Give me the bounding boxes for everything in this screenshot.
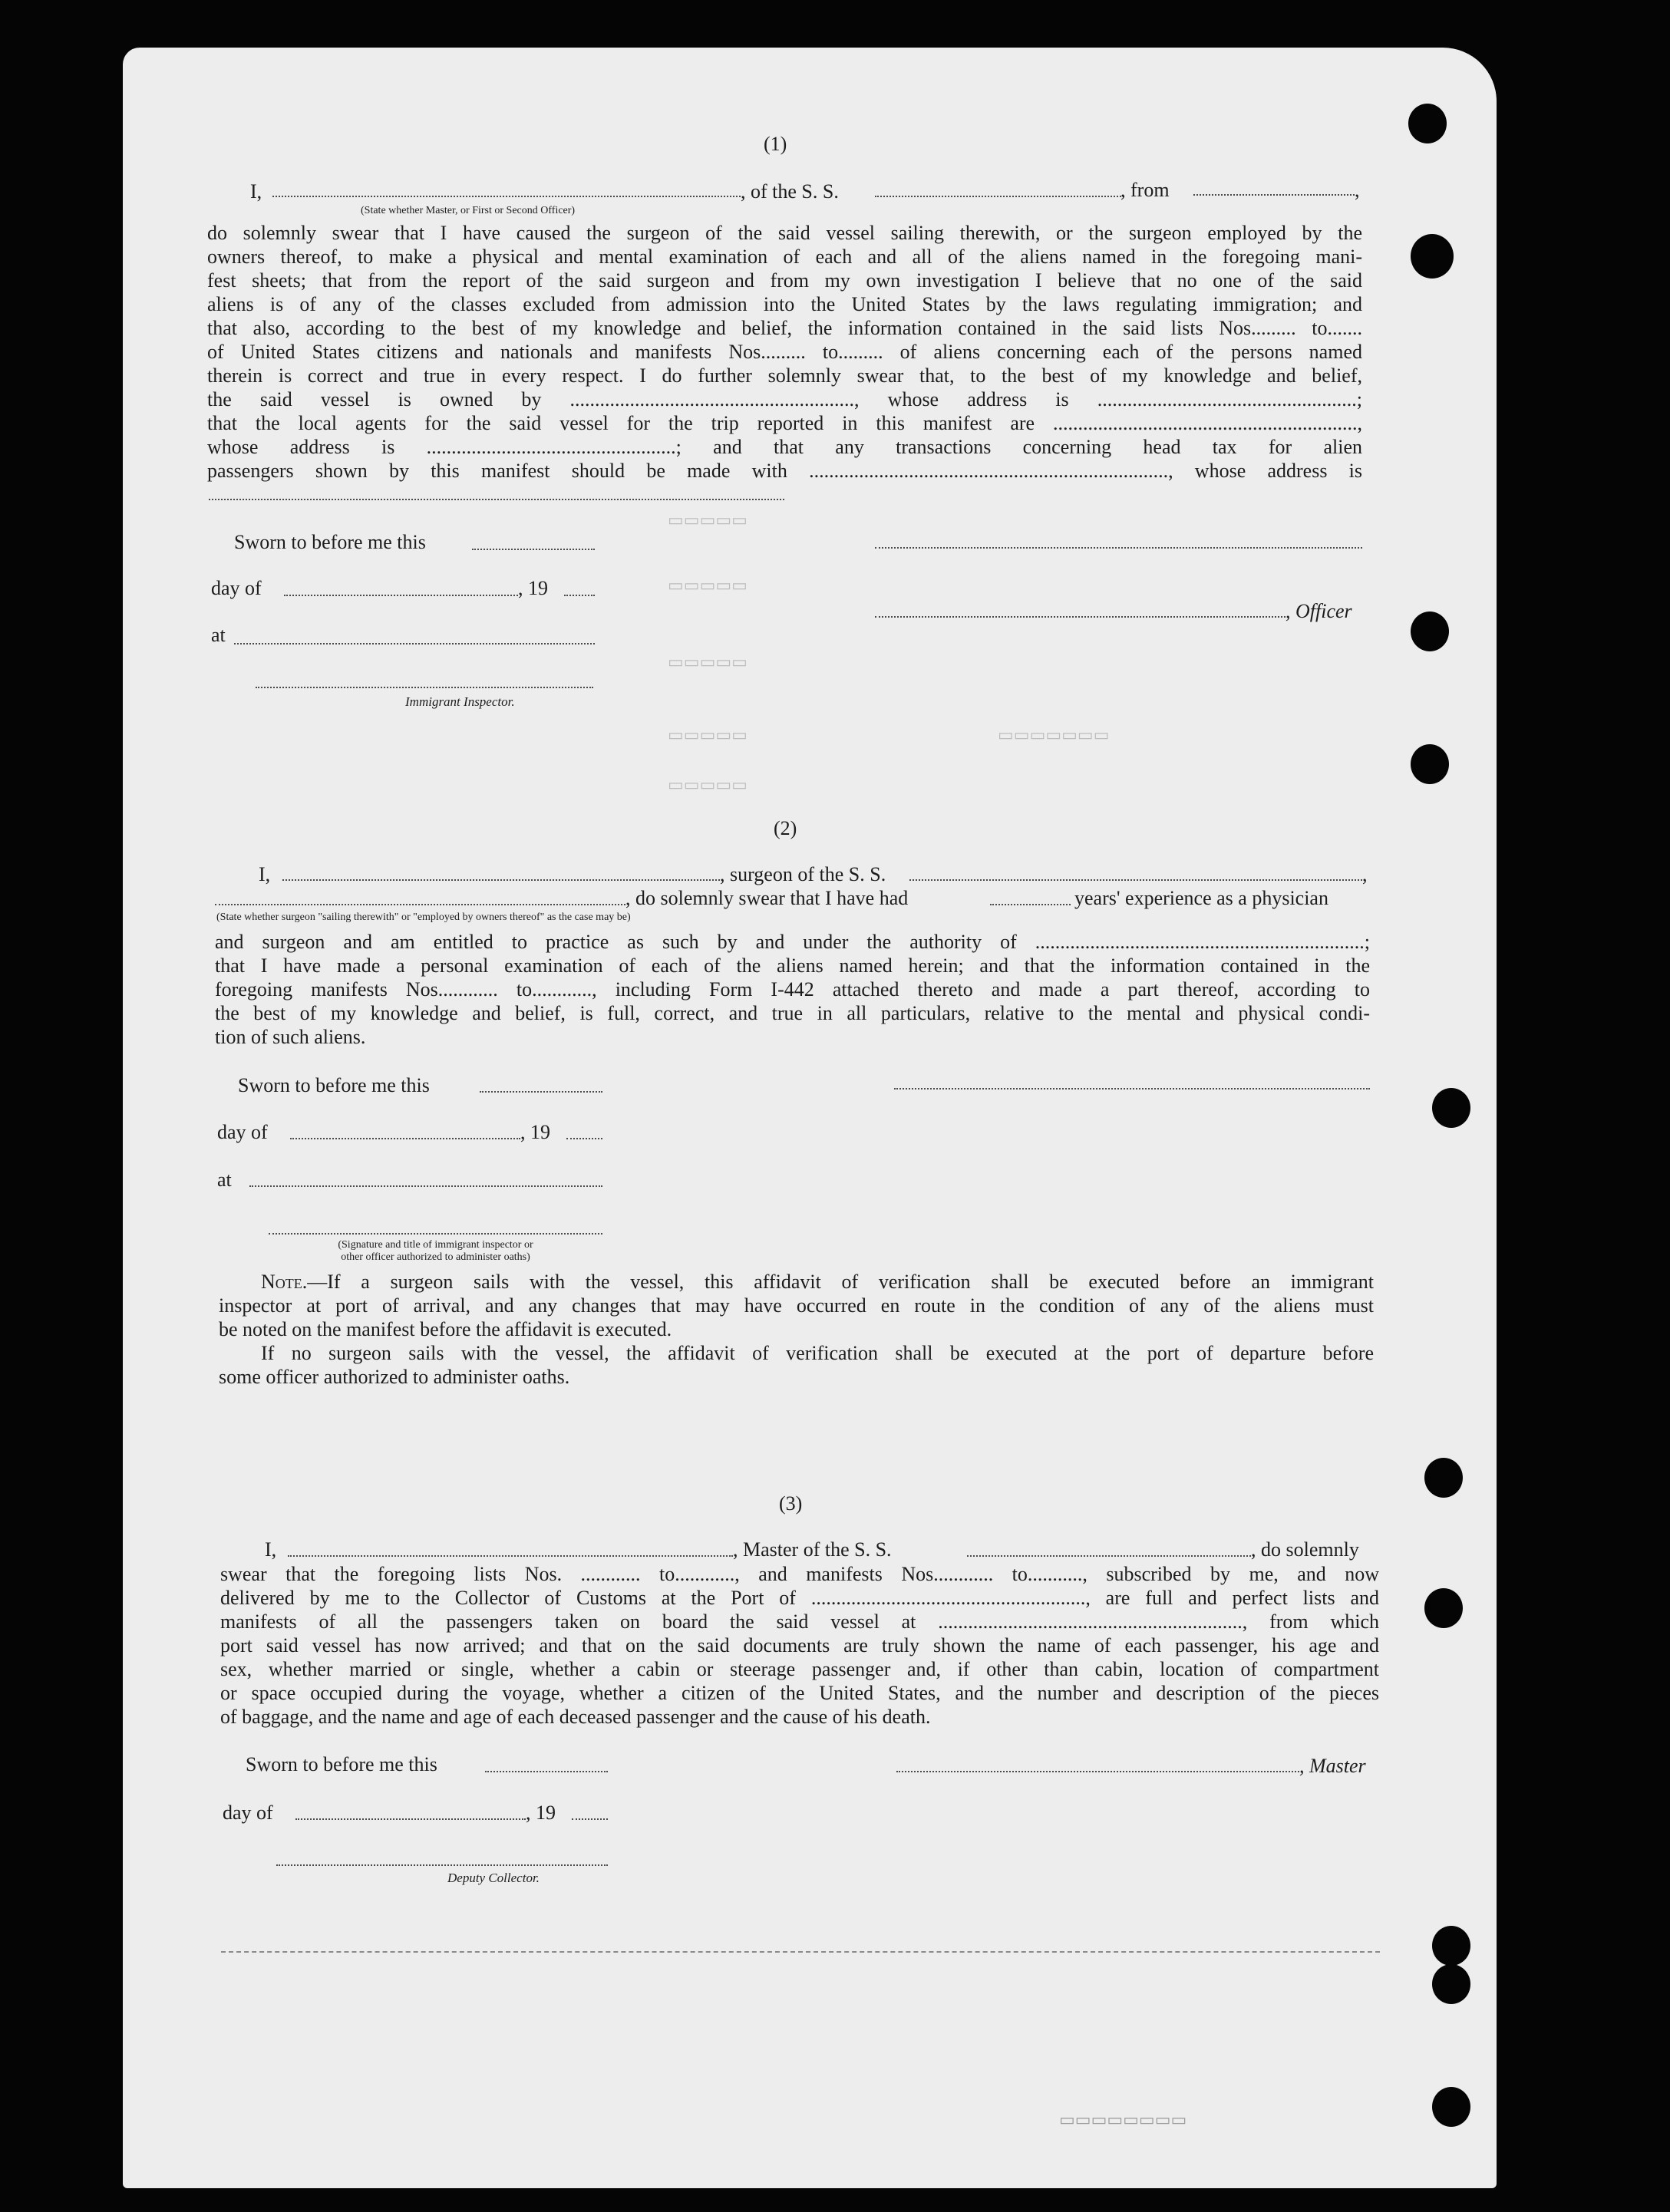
surgeon-ship-field[interactable]	[909, 879, 1362, 881]
note-text: —If a surgeon sails with the vessel, this affidavit of verification shall be executed before an immigrant	[307, 1271, 1374, 1293]
day-of-month-field[interactable]	[295, 1818, 526, 1820]
punch-hole	[1424, 1458, 1463, 1498]
surgeon-name-field[interactable]	[282, 879, 720, 881]
body-line: aliens is of any of the classes excluded from admission into the United States by the laws regulating immigration; and	[207, 293, 1362, 315]
punch-hole	[1432, 1088, 1470, 1128]
of-ss-label: , of the S. S.	[741, 180, 839, 203]
master-of-ss-label: , Master of the S. S.	[733, 1538, 892, 1561]
year-field[interactable]	[566, 1138, 602, 1139]
section-2-number: (2)	[774, 817, 797, 839]
sworn-label: Sworn to before me this	[234, 531, 426, 553]
bleed-through-mark: ▭▭▭▭▭	[668, 775, 748, 794]
body-line: port said vessel has now arrived; and that on the said documents are truly shown the name of each passenger, his age and	[220, 1634, 1379, 1657]
body-line: or space occupied during the voyage, whether a citizen of the United States, and the number and description of the pieces	[220, 1682, 1379, 1704]
officer-label: , Officer	[1286, 600, 1352, 622]
master-name-field[interactable]	[288, 1555, 733, 1557]
sworn-label: Sworn to before me this	[238, 1074, 430, 1096]
comma: ,	[1362, 863, 1368, 885]
note-line: If no surgeon sails with the vessel, the affidavit of verification shall be executed at the port of departure before	[261, 1342, 1374, 1364]
day-of-label: day of	[223, 1802, 273, 1824]
surgeon-signature-field[interactable]	[894, 1088, 1370, 1090]
body-line: sex, whether married or single, whether a cabin or steerage passenger and, if other than cabin, location of compartment	[220, 1658, 1379, 1680]
master-ship-field[interactable]	[967, 1555, 1251, 1557]
year-label: , 19	[526, 1802, 556, 1824]
inspector-caption: Immigrant Inspector.	[405, 694, 515, 709]
sworn-day-field[interactable]	[485, 1771, 608, 1772]
body-line: that also, according to the best of my knowledge and belief, the information contained in the said lists Nos......... to.......	[207, 317, 1362, 339]
years-field[interactable]	[990, 904, 1071, 905]
body-line: delivered by me to the Collector of Customs at the Port of ......................................................., are full and perfect lists and	[220, 1587, 1379, 1609]
year-field[interactable]	[572, 1818, 608, 1820]
body-line: of baggage, and the name and age of each deceased passenger and the cause of his death.	[220, 1706, 931, 1728]
ship-name-field[interactable]	[875, 196, 1124, 197]
officer-name-field[interactable]	[272, 196, 741, 197]
comma: ,	[1355, 179, 1360, 201]
bleed-through-mark: ▭▭▭▭▭▭▭▭	[1059, 2110, 1187, 2129]
punch-hole	[1432, 1926, 1470, 1966]
punch-hole	[1408, 104, 1447, 143]
section-3-body	[220, 1562, 1379, 1729]
at-label: at	[217, 1169, 232, 1191]
section-2-body	[215, 930, 1370, 1049]
section-1-body	[207, 221, 1362, 483]
surgeon-status-note: (State whether surgeon "sailing therewith" or "employed by owners thereof" as the case may be)	[216, 912, 631, 923]
body-line: the said vessel is owned by ........................................................., whose address is ....................................................;	[207, 388, 1362, 410]
at-place-field[interactable]	[249, 1185, 602, 1187]
caption-line: (Signature and title of immigrant inspector or	[338, 1239, 533, 1251]
sworn-day-field[interactable]	[472, 549, 595, 550]
from-label: , from	[1120, 179, 1170, 201]
deputy-caption: Deputy Collector.	[447, 1871, 540, 1885]
note-line	[219, 1270, 1374, 1294]
head-tax-address-field[interactable]	[209, 499, 784, 500]
signature-caption	[269, 1239, 602, 1264]
section-2-i: I,	[259, 863, 271, 885]
at-place-field[interactable]	[234, 643, 595, 644]
note-line: inspector at port of arrival, and any changes that may have occurred en route in the condition of any of the aliens must	[219, 1294, 1374, 1317]
section-3-number: (3)	[779, 1492, 803, 1515]
from-port-field[interactable]	[1193, 194, 1355, 196]
sworn-label: Sworn to before me this	[246, 1753, 437, 1775]
bottom-rule	[221, 1951, 1380, 1953]
years-label: years' experience as a physician	[1074, 887, 1328, 909]
day-of-label: day of	[217, 1121, 268, 1143]
body-line: passengers shown by this manifest should be made with ........................................................................, whose address is	[207, 460, 1362, 482]
section-3-i: I,	[265, 1538, 277, 1561]
caption-line: other officer authorized to administer oaths)	[341, 1251, 530, 1263]
inspector-signature-field[interactable]	[269, 1233, 602, 1235]
bleed-through-mark: ▭▭▭▭▭	[668, 510, 748, 529]
deputy-signature-field[interactable]	[276, 1864, 608, 1866]
body-line: whose address is ..................................................; and that any transactions concerning head tax for alien	[207, 436, 1362, 458]
year-label: , 19	[520, 1121, 550, 1143]
body-line: that I have made a personal examination of each of the aliens named herein; and that the information contained in the	[215, 954, 1370, 977]
bleed-through-mark: ▭▭▭▭▭	[668, 725, 748, 744]
do-solemnly-label: , do solemnly	[1251, 1538, 1359, 1561]
note-line: some officer authorized to administer oaths.	[219, 1366, 570, 1388]
master-label: , Master	[1299, 1755, 1366, 1777]
punch-hole	[1411, 234, 1454, 279]
inspector-signature-field[interactable]	[256, 687, 593, 688]
sworn-day-field[interactable]	[480, 1091, 602, 1093]
at-label: at	[211, 624, 226, 646]
body-line: tion of such aliens.	[215, 1026, 366, 1048]
officer-signature-top-field[interactable]	[875, 547, 1362, 549]
surgeon-status-field[interactable]	[215, 904, 625, 905]
body-line: therein is correct and true in every respect. I do further solemnly swear that, to the best of my knowledge and belief,	[207, 364, 1362, 387]
body-line: do solemnly swear that I have caused the surgeon of the said vessel sailing therewith, or the surgeon employed by the	[207, 222, 1362, 244]
bleed-through-mark: ▭▭▭▭▭▭▭	[998, 725, 1110, 744]
year-field[interactable]	[564, 595, 595, 596]
body-line: and surgeon and am entitled to practice as such by and under the authority of ..................................................................;	[215, 931, 1370, 953]
body-line: owners thereof, to make a physical and mental examination of each and all of the aliens named in the foregoing mani-	[207, 246, 1362, 268]
note-label: Note.	[261, 1271, 308, 1293]
punch-hole	[1432, 2087, 1470, 2127]
surgeon-of-ss-label: , surgeon of the S. S.	[720, 863, 886, 885]
year-label: , 19	[518, 577, 548, 599]
body-line: foregoing manifests Nos............ to............, including Form I-442 attached thereto and made a part thereof, according to	[215, 978, 1370, 1001]
bleed-through-mark: ▭▭▭▭▭	[668, 652, 748, 671]
section-1-i: I,	[250, 180, 262, 203]
punch-hole	[1411, 612, 1449, 651]
body-line: fest sheets; that from the report of the said surgeon and from my own investigation I believe that no one of the said	[207, 269, 1362, 292]
body-line: of United States citizens and nationals and manifests Nos......... to......... of aliens concerning each of the persons named	[207, 341, 1362, 363]
officer-signature-field[interactable]	[875, 616, 1286, 618]
body-line: that the local agents for the said vessel for the trip reported in this manifest are .............................................................,	[207, 412, 1362, 434]
day-of-month-field[interactable]	[290, 1138, 520, 1139]
master-signature-field[interactable]	[896, 1771, 1299, 1772]
punch-hole	[1432, 1964, 1470, 2004]
section-1-number: (1)	[764, 133, 787, 155]
body-line: the best of my knowledge and belief, is full, correct, and true in all particulars, relative to the mental and physical condi-	[215, 1002, 1370, 1024]
body-line: swear that the foregoing lists Nos. ............ to............, and manifests Nos............ to..........., subscribed by me, and now	[220, 1563, 1379, 1585]
note-line: be noted on the manifest before the affidavit is executed.	[219, 1318, 672, 1340]
day-of-label: day of	[211, 577, 262, 599]
bleed-through-mark: ▭▭▭▭▭	[668, 575, 748, 595]
punch-hole	[1424, 1588, 1463, 1628]
section-2-note	[219, 1270, 1374, 1389]
body-line: manifests of all the passengers taken on board the said vessel at ............................................................., from which	[220, 1610, 1379, 1633]
rank-note: (State whether Master, or First or Second Officer)	[361, 205, 576, 216]
punch-hole	[1411, 744, 1449, 784]
swear-label: , do solemnly swear that I have had	[625, 887, 909, 909]
day-of-month-field[interactable]	[284, 595, 518, 596]
